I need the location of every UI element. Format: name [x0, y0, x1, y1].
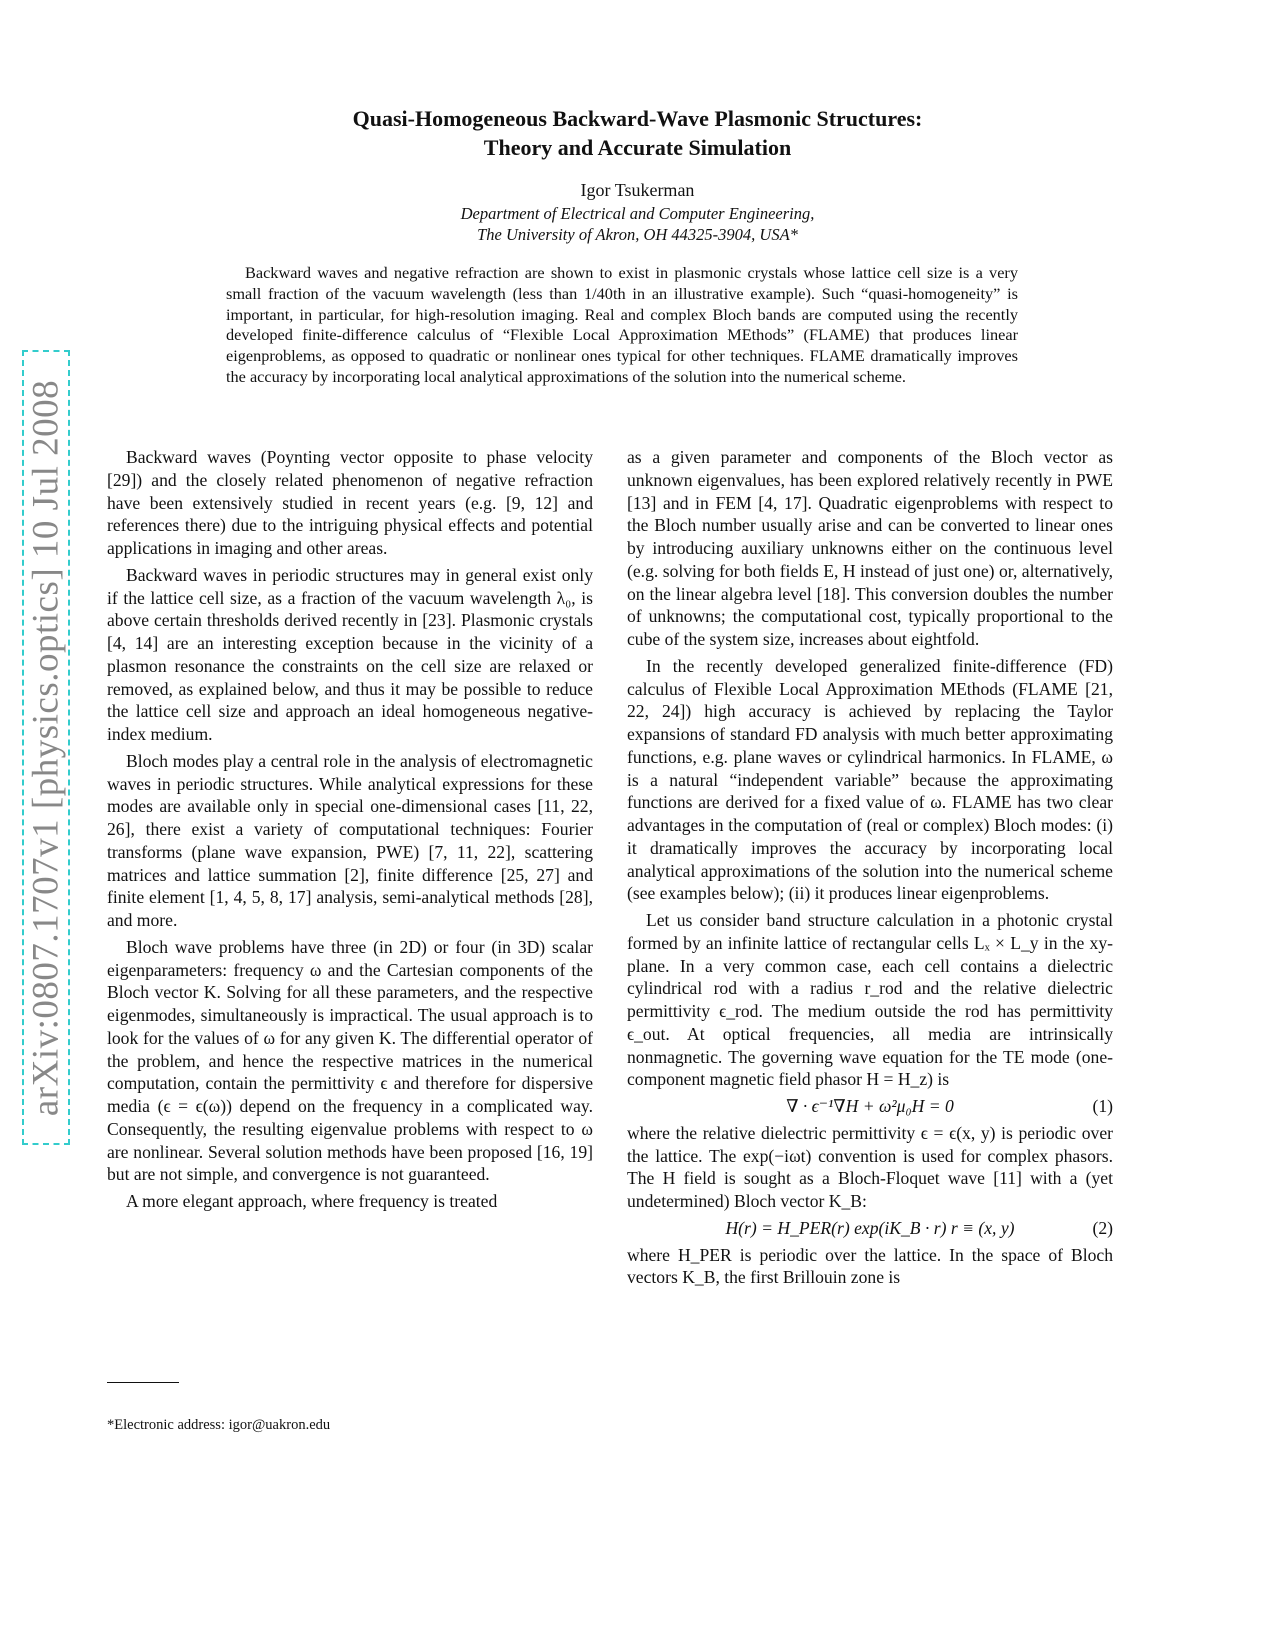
- paragraph: In the recently developed generalized finite-difference (FD) calculus of Flexible Local Approximation MEthods (FLAME [21, 22, 24]) high accuracy is achieved by replacing the Taylor expansions of standard FD analysis with much better approximating functions, e.g. plane waves or cylindrical harmonics. In FLAME, ω is a natural “independent variable” because the approximating functions are derived for a fixed value of ω. FLAME has two clear advantages in the computation of (real or complex) Bloch modes: (i) it dramatically improves the accuracy by incorporating local analytical approximations of the solution into the numerical scheme (see examples below); (ii) it produces linear eigenproblems.: [627, 655, 1113, 904]
- abstract: Backward waves and negative refraction are shown to exist in plasmonic crystals whose lattice cell size is a very small fraction of the vacuum wavelength (less than 1/40th in an illustrative example). Such “quasi-homogeneity” is important, in particular, for high-resolution imaging. Real and complex Bloch bands are computed using the recently developed finite-difference calculus of “Flexible Local Approximation MEthods” (FLAME) that produces linear eigenproblems, as opposed to quadratic or nonlinear ones typical for other techniques. FLAME dramatically improves the accuracy by incorporating local analytical approximations of the solution into the numerical scheme.: [226, 263, 1018, 386]
- paragraph: as a given parameter and components of the Bloch vector as unknown eigenvalues, has been explored relatively recently in PWE [13] and in FEM [4, 17]. Quadratic eigenproblems with respect to the Bloch number usually arise and can be converted to linear ones by introducing auxiliary unknowns either on the continuous level (e.g. solving for both fields E, H instead of just one) or, alternatively, on the linear algebra level [18]. This conversion doubles the number of unknowns; the computational cost, typically proportional to the cube of the system size, increases about eightfold.: [627, 447, 1113, 649]
- title-line-2: Theory and Accurate Simulation: [483, 135, 792, 160]
- paragraph: Backward waves (Poynting vector opposite to phase velocity [29]) and the closely related phenomenon of negative refraction have been extensively studied in recent years (e.g. [9, 12] and references there) due to the intriguing physical effects and potential applications in imaging and other areas.: [107, 447, 593, 558]
- affiliation-line-1: Department of Electrical and Computer Engineering,: [460, 204, 815, 223]
- author: Igor Tsukerman: [580, 180, 695, 200]
- equation-1: [627, 1095, 1113, 1118]
- paragraph: A more elegant approach, where frequency is treated: [126, 1191, 498, 1211]
- equation-1-body: ∇ · ϵ⁻¹∇H + ω²μ₀H = 0: [786, 1096, 954, 1116]
- paragraph: Backward waves in periodic structures may in general exist only if the lattice cell size, as a fraction of the vacuum wavelength λ₀, is above certain thresholds derived recently in [23]. Plasmonic crystals [4, 14] are an interesting exception because in the vicinity of a plasmon resonance the constraints on the cell size are relaxed or removed, as explained below, and thus it may be possible to reduce the lattice cell size and approach an ideal homogeneous negative-index medium.: [107, 564, 593, 744]
- affiliation-line-2: The University of Akron, OH 44325-3904, USA*: [477, 225, 798, 244]
- paragraph: where the relative dielectric permittivity ϵ = ϵ(x, y) is periodic over the lattice. The exp(−iωt) convention is used for complex phasors. The H field is sought as a Bloch-Floquet wave [11] with a (yet undetermined) Bloch vector K_B:: [627, 1122, 1113, 1211]
- paragraph: Bloch modes play a central role in the analysis of electromagnetic waves in periodic structures. While analytical expressions for these modes are available only in special one-dimensional cases [11, 22, 26], there exist a variety of computational techniques: Fourier transforms (plane wave expansion, PWE) [7, 11, 22], scattering matrices and lattice summation [2], finite difference [25, 27] and finite element [1, 4, 5, 8, 17] analysis, semi-analytical methods [28], and more.: [107, 750, 593, 930]
- paragraph: Bloch wave problems have three (in 2D) or four (in 3D) scalar eigenparameters: frequency ω and the Cartesian components of the Bloch vector K. Solving for all these parameters, and the respective eigenmodes, simultaneously is impractical. The usual approach is to look for the values of ω for any given K. The differential operator of the problem, and hence the respective matrices in the numerical computation, contain the permittivity ϵ and therefore for dispersive media (ϵ = ϵ(ω)) depend on the frequency in a complicated way. Consequently, the resulting eigenvalue problems with respect to ω are nonlinear. Several solution methods have been proposed [16, 19] but are not simple, and convergence is not guaranteed.: [107, 936, 593, 1185]
- paragraph: where H_PER is periodic over the lattice. In the space of Bloch vectors K_B, the first Brillouin zone is: [627, 1244, 1113, 1288]
- arxiv-identifier-stamp: [22, 350, 70, 1145]
- arxiv-id-text: arXiv:0807.1707v1 [physics.optics] 10 Jul 2008: [25, 379, 67, 1116]
- paper-title: [0, 104, 1275, 162]
- equation-2-number: (2): [1092, 1217, 1113, 1238]
- footnote: *Electronic address: igor@uakron.edu: [107, 1417, 331, 1433]
- right-column: [627, 446, 1113, 1293]
- paragraph: Let us consider band structure calculation in a photonic crystal formed by an infinite lattice of rectangular cells Lₓ × L_y in the xy-plane. In a very common case, each cell contains a dielectric cylindrical rod with a radius r_rod and the relative dielectric permittivity ϵ_rod. The medium outside the rod has permittivity ϵ_out. At optical frequencies, all media are intrinsically nonmagnetic. The governing wave equation for the TE mode (one-component magnetic field phasor H = H_z) is: [627, 910, 1113, 1090]
- left-column: [107, 446, 593, 1217]
- equation-2: [627, 1217, 1113, 1240]
- equation-2-body: H(r) = H_PER(r) exp(iK_B · r) r ≡ (x, y): [725, 1217, 1015, 1238]
- equation-1-number: (1): [1092, 1096, 1113, 1116]
- title-line-1: Quasi-Homogeneous Backward-Wave Plasmonic Structures:: [352, 106, 923, 131]
- affiliation: [0, 203, 1275, 245]
- footnote-rule: [107, 1382, 179, 1383]
